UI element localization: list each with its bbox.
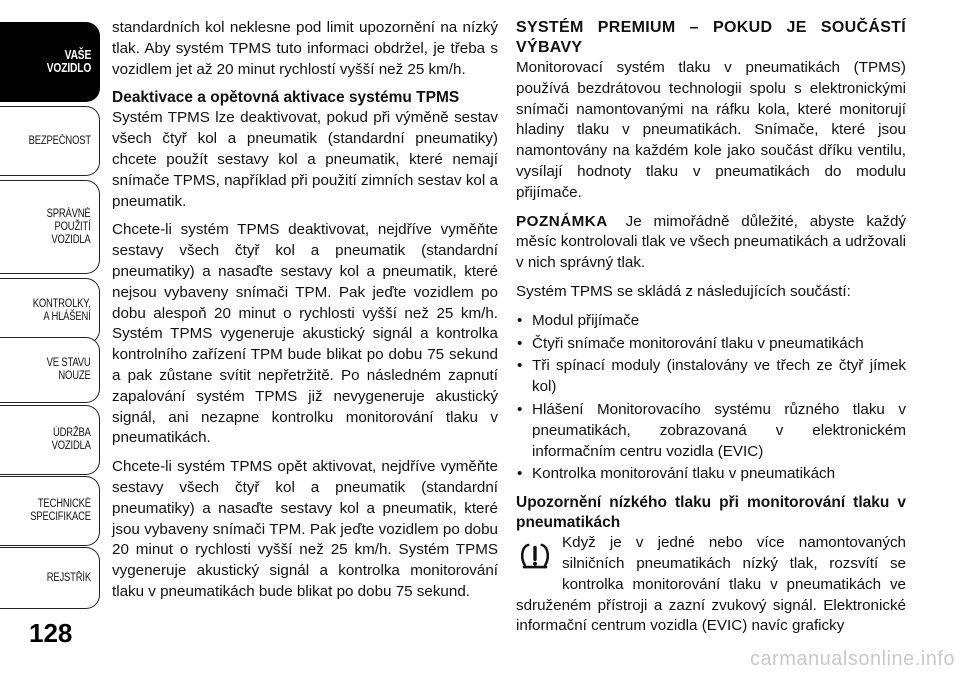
tab-label: VE STAVU NOUZE [47, 357, 91, 382]
tab-kontrolky-a-hlaseni[interactable] [0, 278, 100, 344]
tab-label: ÚDRŽBA VOZIDLA [51, 427, 91, 452]
tab-spravne-pouziti-vozidla[interactable] [0, 180, 100, 274]
list-item: • Hlášení Monitorovacího systému různého tlaku v pneumatikách, zobrazovaná v elektronickém informačním centru vozidla (EVIC) [516, 400, 906, 462]
paragraph: Systém TPMS lze deaktivovat, pokud při výměně sestav všech čtyř kol a pneumatik (standardní pneumatiky) chcete použít sestavy kol a pneumatik, které nemají snímače TPMS, například při použití zimních sestav kol a pneumatik. [112, 109, 498, 210]
watermark: carmanualsonline.info [749, 648, 955, 670]
section-heading-low-pressure: Upozornění nízkého tlaku při monitorování tlaku v pneumatikách [516, 494, 906, 532]
tab-label: TECHNICKÉ SPECIFIKACE [30, 498, 91, 523]
left-column [112, 18, 498, 611]
list-item: • Čtyři snímače monitorování tlaku v pneumatikách [516, 334, 906, 355]
page-number: 128 [29, 618, 73, 648]
warning-block [516, 533, 906, 637]
tab-vase-vozidlo[interactable] [0, 22, 100, 102]
tire-pressure-warning-icon [518, 539, 552, 573]
section-heading-deactivation: Deaktivace a opětovná aktivace systému TPMS [112, 89, 460, 107]
paragraph: Chcete-li systém TPMS opět aktivovat, nejdříve vyměňte sestavy všech čtyř kol a pneumatik (standardní pneumatiky) a nasaďte sestavy kol a pneumatik, které jsou vybaveny snímači TPM. Pak jeďte vozidlem po dobu 20 minut o rychlosti vyšší než 25 km/h. Systém TPMS vygeneruje akustický signál a kontrolka monitorování tlaku v pneumatikách bude blikat po dobu 75 sekund. [112, 458, 498, 600]
tab-bezpecnost[interactable] [0, 106, 100, 176]
tab-label: REJSTŘÍK [46, 571, 91, 584]
tab-label: KONTROLKY, A HLÁŠENÍ [33, 298, 91, 323]
tab-label: VAŠE VOZIDLO [46, 48, 91, 75]
list-item: • Tři spínací moduly (instalovány ve třech ze čtyř jímek kol) [516, 356, 906, 398]
note-label: POZNÁMKA [516, 212, 608, 230]
paragraph: Chcete-li systém TPMS deaktivovat, nejdříve vyměňte sestavy všech čtyř kol a pneumatik (standardní pneumatiky) a nasaďte sestavy kol a pneumatik, které nejsou vybaveny snímači TPM. Pak jeďte vozidlem po dobu alespoň 20 minut o rychlosti vyšší než 25 km/h. Systém TPMS vygeneruje akustický signál a kontrolka kontrolního zařízení TPM bude blikat po dobu 75 sekund a pak zůstane svítit nepřetržitě. Po následném zapnutí zapalování systém TPMS již nevygeneruje akustický signál, ani nezapne kontrolku monitorování tlaku v pneumatikách. [112, 221, 498, 447]
warning-text: Když je v jedné nebo více namontovaných silničních pneumatikách nízký tlak, rozsvítí se kontrolka monitorování tlaku v pneumatikách ve sdruženém přístroji a zazní zvukový signál. Elektronické informační centrum vozidla (EVIC) navíc graficky [516, 534, 906, 635]
tab-technicke-specifikace[interactable] [0, 476, 100, 546]
right-column [516, 18, 906, 645]
tab-ve-stavu-nouze[interactable] [0, 337, 100, 403]
component-list [516, 311, 906, 485]
note-text: Je mimořádně důležité, abyste každý měsíc kontrolovali tlak ve všech pneumatikách a udržovali v nich správný tlak. [516, 212, 906, 272]
paragraph: Monitorovací systém tlaku v pneumatikách (TPMS) používá bezdrátovou technologii spolu s elektronickými snímači namontovanými na ráfku kola, které monitorují hladiny tlaku v pneumatikách. Snímače, které jsou namontovány na každém kole jako součást dříku ventilu, vysílají hodnoty tlaku v pneumatikách do modulu přijímače. [516, 59, 906, 201]
tab-rejstrik[interactable] [0, 547, 100, 609]
tab-udrzba-vozidla[interactable] [0, 405, 100, 475]
paragraph: standardních kol neklesne pod limit upozornění na nízký tlak. Aby systém TPMS tuto informaci obdržel, je třeba s vozidlem jet až 20 minut rychlostí vyšší než 25 km/h. [112, 19, 498, 78]
tab-label: SPRÁVNÉ POUŽITÍ VOZIDLA [47, 207, 91, 246]
list-item: • Kontrolka monitorování tlaku v pneumatikách [516, 464, 906, 485]
tab-label: BEZPEČNOST [28, 134, 91, 147]
note [516, 212, 906, 274]
list-item: • Modul přijímače [516, 311, 906, 332]
section-heading-premium: SYSTÉM PREMIUM – POKUD JE SOUČÁSTÍ VÝBAVY [516, 19, 906, 56]
sidebar [0, 0, 103, 678]
paragraph: Systém TPMS se skládá z následujících součástí: [516, 282, 851, 300]
